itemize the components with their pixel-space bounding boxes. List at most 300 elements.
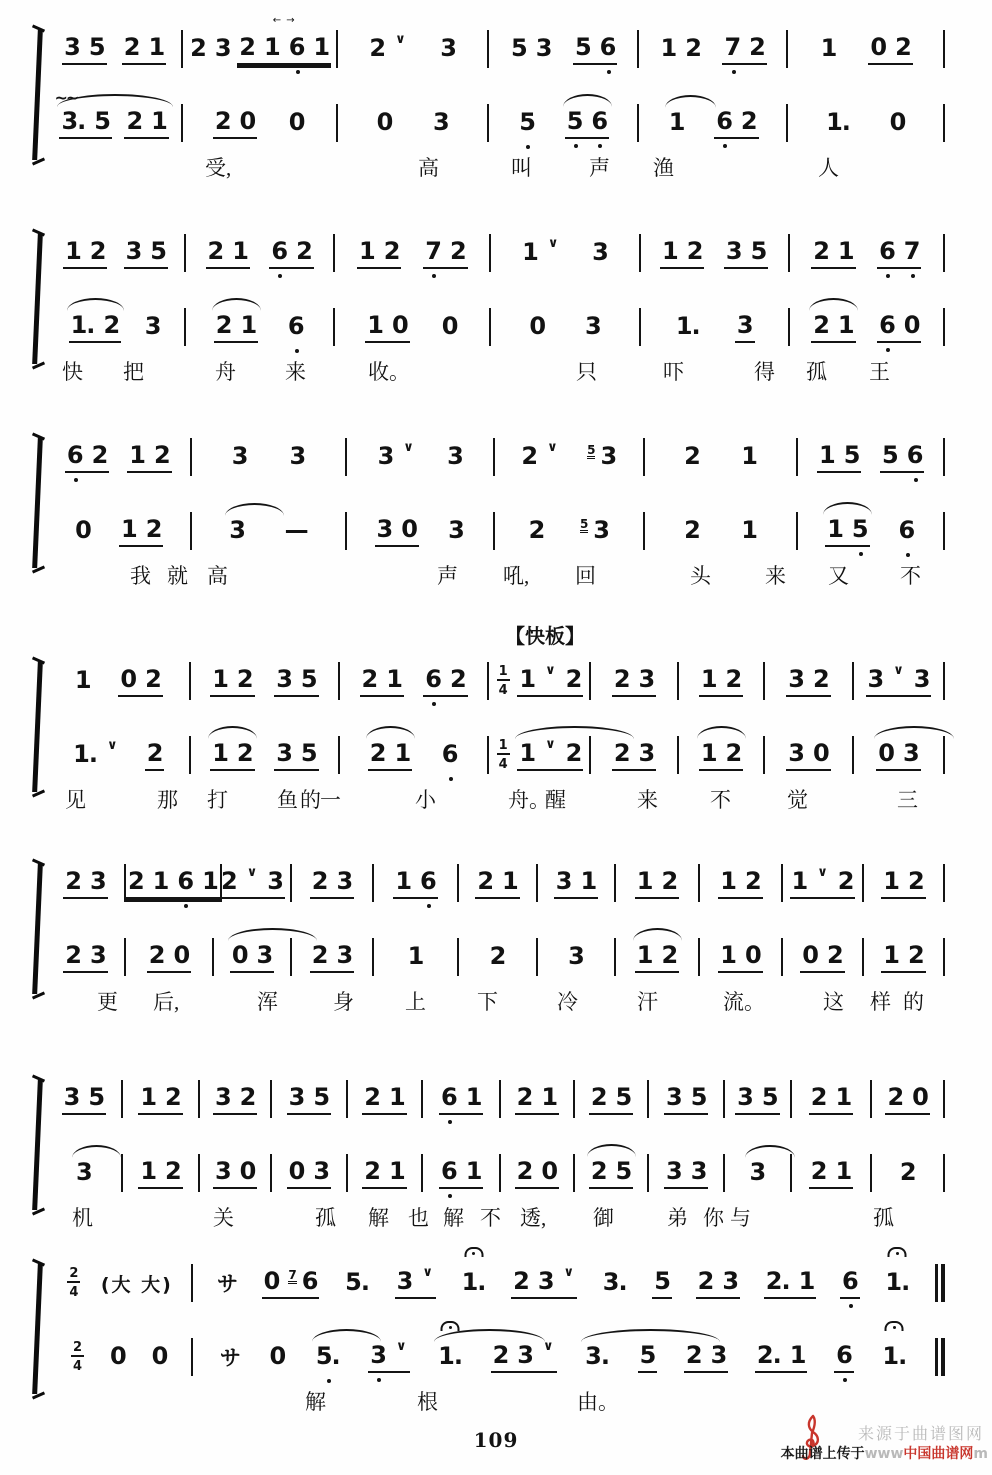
upper-voice-line bbox=[47, 658, 191, 704]
note-digit: 3 bbox=[593, 516, 609, 545]
lower-voice-line-notes bbox=[679, 739, 763, 770]
lower-voice-line bbox=[645, 508, 799, 554]
upper-voice-line-notes bbox=[641, 237, 788, 268]
note-digit: 0 bbox=[109, 1342, 126, 1371]
upper-voice-line-notes bbox=[495, 439, 643, 471]
note-group bbox=[124, 237, 168, 268]
upper-voice-line bbox=[47, 1260, 193, 1306]
note-group bbox=[460, 1268, 488, 1297]
barline bbox=[943, 938, 945, 976]
note-digit: 1 bbox=[720, 867, 736, 896]
note-digit: 2 bbox=[127, 867, 144, 896]
lower-voice-line-notes bbox=[872, 1158, 943, 1187]
upper-voice-line bbox=[47, 860, 126, 906]
measure bbox=[788, 26, 945, 186]
note-digit: 1 bbox=[789, 1341, 806, 1370]
lyric-syllable: 我 bbox=[130, 564, 151, 588]
note-group bbox=[517, 108, 537, 137]
lower-voice-line-notes bbox=[47, 739, 189, 770]
note-digit: 2 bbox=[590, 1157, 607, 1186]
upper-voice-line bbox=[864, 860, 945, 906]
system-bracket-icon bbox=[30, 1080, 47, 1210]
measure bbox=[123, 1076, 201, 1236]
note-group bbox=[739, 442, 759, 471]
note-digit: 1 bbox=[389, 1157, 405, 1186]
note-group bbox=[63, 867, 107, 898]
time-signature-denominator: 4 bbox=[72, 1359, 82, 1374]
lower-voice-line-notes bbox=[47, 311, 184, 342]
slur-icon bbox=[212, 298, 261, 311]
note-digit: 1 bbox=[212, 739, 228, 768]
note-digit: 6 bbox=[591, 107, 608, 136]
upper-voice-line bbox=[649, 1076, 725, 1122]
note-group bbox=[667, 108, 687, 137]
note-group bbox=[682, 442, 702, 471]
note-group bbox=[589, 1157, 633, 1188]
lower-voice-line bbox=[575, 1150, 650, 1196]
time-signature bbox=[71, 1341, 84, 1373]
breath-mark-icon: ∨ bbox=[545, 736, 556, 752]
note-group bbox=[696, 1267, 740, 1298]
breath-mark-icon: ∨ bbox=[547, 235, 559, 251]
note-digit: 3 bbox=[63, 1083, 80, 1112]
note-digit: 3 bbox=[537, 1267, 554, 1296]
note-digit: 5 bbox=[615, 1083, 632, 1112]
note-digit: 3 bbox=[913, 665, 930, 694]
note-group bbox=[71, 737, 120, 769]
upper-voice-line bbox=[183, 15, 338, 72]
note-group bbox=[635, 867, 679, 898]
lower-voice-line-notes bbox=[214, 941, 290, 972]
note-digit: 3 bbox=[517, 1341, 533, 1370]
upper-voice-line bbox=[788, 26, 945, 72]
note-digit: 3 bbox=[568, 942, 584, 971]
note-digit: 1 bbox=[827, 515, 843, 544]
note-digit: 2 bbox=[907, 867, 924, 896]
upper-voice-line bbox=[47, 1076, 123, 1122]
note-digit: 2 bbox=[148, 941, 165, 970]
note-digit: 1 bbox=[465, 1083, 482, 1112]
note-digit: 3 bbox=[231, 442, 248, 471]
note-digit: 0 bbox=[529, 312, 546, 341]
fermata-icon bbox=[464, 1247, 483, 1257]
note-group bbox=[446, 516, 466, 545]
note-group bbox=[269, 237, 313, 268]
note-group bbox=[213, 1083, 257, 1114]
note-group bbox=[310, 941, 354, 972]
lower-voice-line bbox=[214, 934, 292, 980]
note-group bbox=[658, 34, 702, 63]
note-digit: 3. bbox=[585, 1342, 609, 1371]
upper-voice-line bbox=[200, 1076, 272, 1122]
note-digit: 0 bbox=[263, 1267, 280, 1296]
note-group bbox=[219, 864, 285, 898]
note-group bbox=[515, 1083, 559, 1114]
note-digit: 3 bbox=[749, 1158, 766, 1187]
note-digit: 2 bbox=[123, 33, 140, 62]
lyric-syllable: 那 bbox=[157, 788, 178, 812]
note-digit: 2 bbox=[745, 867, 761, 896]
slur-icon bbox=[225, 503, 284, 516]
lower-voice-line bbox=[725, 1150, 792, 1196]
note-digit: 5. bbox=[315, 1342, 340, 1371]
note-digit: 1 bbox=[212, 665, 228, 694]
note-digit: 2 bbox=[686, 237, 703, 266]
note-group bbox=[739, 516, 759, 545]
note-group bbox=[227, 516, 247, 545]
lower-voice-line-notes bbox=[459, 942, 536, 971]
bracket-serif bbox=[32, 1207, 45, 1215]
slur-icon bbox=[823, 502, 872, 515]
note-digit: 3 bbox=[64, 33, 80, 62]
lower-voice-line bbox=[649, 1150, 725, 1196]
note-digit: 0 bbox=[441, 312, 458, 341]
upper-voice-line-notes bbox=[47, 1267, 191, 1299]
note-digit: 1 bbox=[240, 311, 257, 340]
bracket-serif bbox=[32, 789, 45, 797]
note-digit: 6 bbox=[287, 312, 304, 341]
note-digit: 1 bbox=[662, 237, 678, 266]
upper-voice-line bbox=[792, 1076, 873, 1122]
note-group bbox=[288, 442, 308, 471]
note-digit: 3 bbox=[125, 237, 142, 266]
note-digit: 5 bbox=[300, 665, 317, 694]
note-digit: 1 bbox=[367, 311, 383, 340]
note-digit: 2 bbox=[89, 237, 106, 266]
note-digit: 2 bbox=[146, 739, 163, 768]
lyric-syllable: 来 bbox=[637, 788, 658, 812]
note-digit: 2 bbox=[369, 34, 386, 63]
lower-voice-line bbox=[292, 934, 374, 980]
lyric-syllable: 得 bbox=[754, 360, 775, 384]
lyric-syllable: 机 bbox=[72, 1206, 93, 1230]
upper-voice-line bbox=[214, 860, 292, 906]
upper-voice-line bbox=[501, 1076, 575, 1122]
note-group bbox=[699, 739, 743, 770]
note-digit: 6 bbox=[177, 867, 194, 896]
note-group bbox=[360, 665, 404, 696]
note-digit: 1 bbox=[394, 739, 411, 768]
note-group bbox=[585, 442, 618, 471]
note-digit: 2 bbox=[145, 665, 161, 694]
upper-voice-line bbox=[459, 860, 538, 906]
watermark-upload-text bbox=[781, 1443, 988, 1463]
lyric-syllable: 声 bbox=[589, 156, 610, 180]
note-digit: 1. bbox=[826, 108, 850, 137]
note-group bbox=[406, 942, 426, 971]
system-bracket-icon bbox=[30, 1264, 47, 1394]
note-digit: 5 bbox=[761, 1083, 778, 1112]
note-digit: 1 bbox=[798, 1267, 815, 1296]
lower-voice-line bbox=[340, 732, 489, 778]
upper-voice-line bbox=[47, 230, 186, 276]
note-group bbox=[527, 516, 547, 545]
lyric-syllable: 又 bbox=[828, 564, 849, 588]
note-group bbox=[445, 442, 465, 471]
upper-voice-line-notes bbox=[489, 33, 637, 64]
note-digit: 2 bbox=[207, 237, 224, 266]
note-digit: 5 bbox=[639, 1341, 656, 1370]
note-digit: 1 bbox=[837, 311, 854, 340]
note-digit: 7 bbox=[903, 237, 920, 266]
lyric-syllable: 孤 bbox=[315, 1206, 336, 1230]
note-digit: 2 bbox=[364, 1083, 380, 1112]
upper-voice-line-notes bbox=[639, 33, 787, 64]
note-group bbox=[652, 1267, 672, 1298]
note-digit: 2 bbox=[516, 1157, 533, 1186]
lyric-syllable: 叫 bbox=[511, 156, 532, 180]
breath-mark-icon: ∨ bbox=[542, 1338, 554, 1354]
note-digit: 6 bbox=[879, 237, 895, 266]
note-digit: 6 bbox=[66, 441, 83, 470]
lower-voice-line-notes bbox=[639, 107, 787, 138]
lower-voice-line bbox=[872, 1150, 945, 1196]
note-digit: 1 bbox=[883, 867, 899, 896]
note-group bbox=[73, 666, 93, 695]
time-signature bbox=[497, 665, 510, 697]
note-digit: 6 bbox=[716, 107, 732, 136]
upper-voice-line-notes bbox=[47, 33, 181, 64]
note-group bbox=[431, 108, 451, 137]
measures-row bbox=[47, 1260, 945, 1420]
upper-voice-line-notes bbox=[272, 1083, 346, 1114]
note-digit: 1 bbox=[386, 665, 402, 694]
note-digit: 3 bbox=[448, 516, 464, 545]
note-group bbox=[517, 662, 583, 696]
note-group bbox=[206, 237, 250, 268]
note-digit: 0 bbox=[288, 1157, 305, 1186]
note-group bbox=[362, 1157, 406, 1188]
score-system bbox=[0, 860, 992, 1020]
note-digit: 0 bbox=[173, 941, 190, 970]
lower-voice-line bbox=[193, 1334, 945, 1380]
note-digit: 2 bbox=[236, 739, 253, 768]
note-digit: 2 bbox=[749, 33, 765, 62]
time-signature-denominator: 4 bbox=[498, 683, 508, 698]
note-digit: 2 bbox=[685, 34, 701, 63]
watermark-url-suffix: m bbox=[973, 1446, 988, 1462]
note-digit: 6 bbox=[288, 33, 305, 62]
note-group bbox=[747, 1158, 767, 1187]
note-digit: 1 bbox=[232, 237, 248, 266]
note-digit: 2 bbox=[65, 941, 81, 970]
note-group bbox=[583, 1342, 611, 1371]
watermark-url-fragment: www bbox=[864, 1446, 904, 1462]
note-digit: 2 bbox=[165, 1157, 181, 1186]
note-digit: 3 bbox=[690, 1157, 707, 1186]
note-digit: 3 bbox=[313, 1157, 330, 1186]
note-digit: 0 bbox=[541, 1157, 558, 1186]
upper-voice-line bbox=[186, 230, 335, 276]
note-group bbox=[423, 237, 467, 268]
lower-voice-line bbox=[788, 100, 945, 146]
note-digit: 2 bbox=[565, 665, 582, 694]
note-digit: 6 bbox=[420, 867, 436, 896]
note-group bbox=[786, 665, 830, 696]
note-digit: 2 bbox=[521, 442, 538, 471]
note-digit: 2 bbox=[827, 941, 843, 970]
note-group bbox=[509, 34, 553, 63]
note-group bbox=[63, 941, 107, 972]
note-group bbox=[881, 941, 925, 972]
note-digit: 2 bbox=[369, 739, 386, 768]
lyric-syllable: 上 bbox=[405, 990, 426, 1014]
upper-voice-line bbox=[679, 658, 765, 704]
note-digit: 5. bbox=[345, 1268, 369, 1297]
note-group bbox=[65, 441, 109, 472]
lower-voice-line-notes bbox=[47, 515, 190, 546]
note-digit: 0 bbox=[878, 739, 894, 768]
upper-voice-line bbox=[47, 26, 183, 72]
note-group bbox=[674, 312, 702, 341]
barline bbox=[943, 512, 945, 550]
note-group bbox=[376, 439, 417, 471]
measure bbox=[186, 230, 335, 390]
lyric-syllable: 由。 bbox=[577, 1390, 619, 1414]
upper-voice-line bbox=[790, 230, 945, 276]
note-digit: 2 bbox=[221, 867, 237, 896]
note-digit: 3 bbox=[370, 1341, 386, 1370]
note-digit: 2 bbox=[895, 33, 911, 62]
lower-voice-line-notes bbox=[340, 739, 487, 770]
note-group bbox=[819, 34, 839, 63]
breath-mark-icon: ∨ bbox=[422, 1264, 433, 1280]
lower-voice-line-notes bbox=[191, 739, 339, 770]
note-group bbox=[583, 312, 603, 341]
note-digit: 2 bbox=[91, 441, 108, 470]
note-digit: 6 bbox=[301, 1267, 318, 1296]
upper-voice-line bbox=[292, 860, 374, 906]
note-digit: 3 bbox=[433, 108, 449, 137]
note-group bbox=[635, 941, 679, 972]
note-digit: 3 bbox=[592, 238, 608, 267]
lyric-syllable: 冷 bbox=[557, 990, 578, 1014]
lyric-syllable: 的 bbox=[903, 990, 924, 1014]
lyric-syllable: 来 bbox=[285, 360, 306, 384]
note-digit: 6 bbox=[271, 237, 288, 266]
note-digit: 1 bbox=[636, 941, 653, 970]
note-digit: 3 bbox=[144, 312, 161, 341]
lower-voice-line-notes bbox=[183, 107, 336, 138]
upper-voice-line-notes bbox=[183, 15, 336, 64]
upper-voice-line bbox=[872, 1076, 945, 1122]
note-digit: 5 bbox=[881, 441, 898, 470]
note-digit: 2 bbox=[145, 515, 162, 544]
note-digit: 6 bbox=[441, 740, 458, 769]
note-digit: 1 bbox=[202, 867, 218, 896]
note-group bbox=[764, 1267, 817, 1298]
upper-voice-line-notes bbox=[193, 1264, 935, 1298]
upper-voice-line-notes bbox=[459, 867, 536, 898]
note-digit: 2 bbox=[449, 665, 466, 694]
upper-voice-line bbox=[575, 1076, 650, 1122]
note-digit: 1 bbox=[883, 941, 899, 970]
upper-voice-line bbox=[272, 1076, 348, 1122]
note-group bbox=[54, 88, 112, 138]
note-group bbox=[718, 867, 762, 898]
lower-voice-line bbox=[338, 100, 490, 146]
note-digit: 1 bbox=[502, 867, 518, 896]
lyric-syllable: 解 bbox=[443, 1206, 464, 1230]
lower-voice-line bbox=[200, 1150, 272, 1196]
upper-voice-line-notes bbox=[616, 867, 698, 898]
upper-voice-line bbox=[348, 1076, 424, 1122]
note-digit: 2 bbox=[477, 867, 494, 896]
slur-icon bbox=[72, 1145, 121, 1158]
lower-voice-line bbox=[798, 508, 945, 554]
upper-voice-line-notes bbox=[423, 1083, 499, 1114]
grace-note: 5 bbox=[579, 516, 589, 531]
lyric-syllable: 把 bbox=[123, 360, 144, 384]
lower-voice-line bbox=[783, 934, 864, 980]
time-signature-numerator: 2 bbox=[72, 1340, 82, 1355]
note-digit: 5 bbox=[566, 107, 583, 136]
note-group bbox=[368, 1338, 409, 1372]
barline bbox=[943, 308, 945, 346]
note-digit: 1 bbox=[395, 867, 412, 896]
note-group bbox=[519, 439, 560, 471]
lyric-syllable: 不 bbox=[710, 788, 731, 812]
note-digit: 3 bbox=[214, 1157, 231, 1186]
note-digit: 3 bbox=[638, 739, 655, 768]
note-group bbox=[210, 665, 254, 696]
lower-voice-line-notes bbox=[347, 515, 493, 546]
note-digit: 1 bbox=[720, 941, 736, 970]
note-group bbox=[809, 1157, 853, 1188]
note-digit: 5 bbox=[300, 739, 317, 768]
lower-voice-line bbox=[459, 934, 538, 980]
lower-voice-line bbox=[641, 304, 790, 350]
breath-mark-icon: ∨ bbox=[817, 864, 828, 880]
upper-voice-line bbox=[423, 1076, 501, 1122]
note-digit: 1 bbox=[837, 237, 854, 266]
note-digit: 1. bbox=[461, 1268, 486, 1297]
note-group bbox=[880, 441, 924, 472]
time-signature bbox=[497, 739, 510, 771]
note-digit: 2 bbox=[65, 867, 81, 896]
note-group bbox=[475, 867, 519, 898]
note-digit: 3 bbox=[267, 867, 283, 896]
upper-voice-line bbox=[645, 434, 799, 480]
measure bbox=[459, 860, 538, 1020]
note-digit: 5 bbox=[690, 1083, 707, 1112]
upper-voice-line-notes bbox=[123, 1083, 199, 1114]
lower-voice-line bbox=[272, 1150, 348, 1196]
measure bbox=[272, 1076, 348, 1236]
note-digit: 3. bbox=[61, 107, 86, 136]
upper-voice-line bbox=[495, 434, 645, 480]
note-group bbox=[527, 312, 547, 341]
note-digit: 3 bbox=[336, 941, 353, 970]
note-digit: 2 bbox=[489, 942, 506, 971]
lower-voice-line bbox=[765, 732, 854, 778]
measure bbox=[792, 1076, 873, 1236]
note-group bbox=[877, 237, 921, 268]
upper-voice-line-notes bbox=[575, 1083, 648, 1114]
note-digit: 3 bbox=[89, 941, 106, 970]
note-group bbox=[840, 1267, 860, 1298]
note-digit: 2 bbox=[449, 237, 466, 266]
note-group bbox=[357, 237, 401, 268]
note-group bbox=[800, 941, 844, 972]
note-digit: 3 bbox=[736, 311, 753, 340]
upper-voice-line-notes bbox=[348, 1083, 422, 1114]
lyric-syllable: 觉 bbox=[787, 788, 808, 812]
upper-voice-line-notes bbox=[191, 665, 339, 696]
note-group bbox=[612, 739, 656, 770]
note-digit: 1 bbox=[519, 665, 536, 694]
time-signature-denominator: 4 bbox=[69, 1285, 79, 1300]
